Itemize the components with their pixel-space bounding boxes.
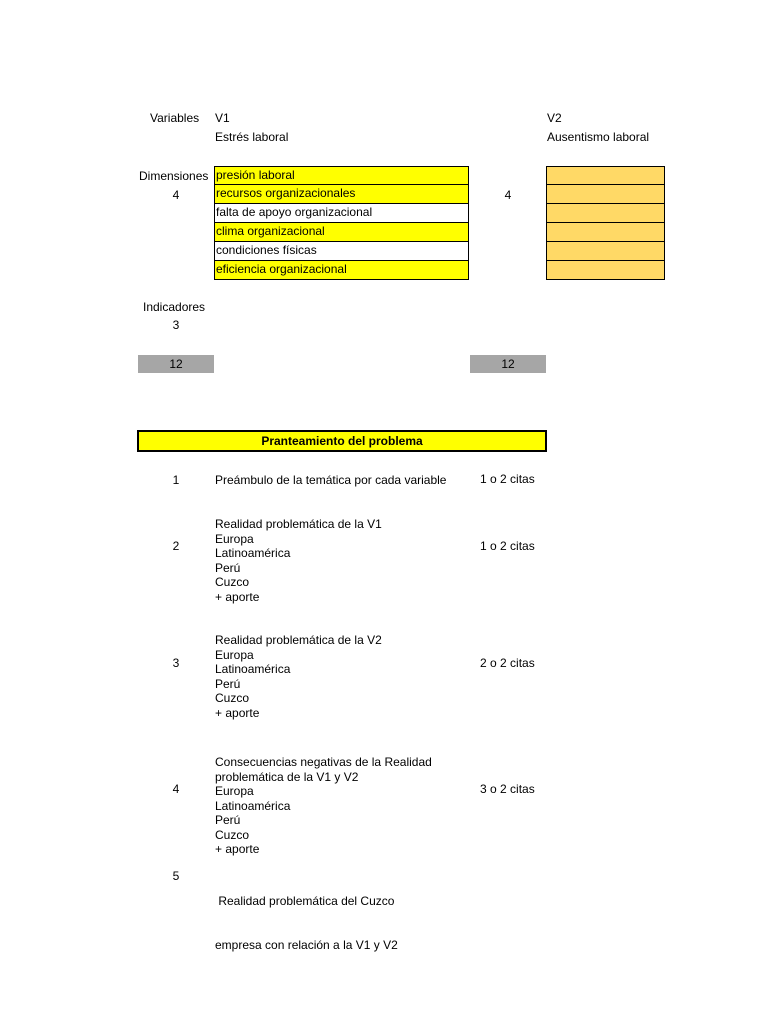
indicators-count: 3	[172, 318, 180, 332]
dimension-cell[interactable]: eficiencia organizacional	[214, 261, 469, 280]
v1-dimensions-count: 4	[172, 188, 180, 202]
problem-row-number: 5	[172, 869, 180, 883]
dimension-cell[interactable]: clima organizacional	[214, 223, 469, 242]
v2-indicators-total[interactable]: 12	[470, 355, 546, 373]
dimension-cell[interactable]: recursos organizacionales	[214, 185, 469, 204]
problem-row-number: 2	[172, 539, 180, 553]
problem-row-number: 1	[172, 473, 180, 487]
problem-row-description: Realidad problemática de la V1 Europa Latinoamérica Perú Cuzco + aporte	[215, 517, 382, 604]
problem-row-description: Preámbulo de la temática por cada variable	[215, 473, 447, 487]
problem-row-description: Realidad problemática del Cuzco empresa con relación a la V1 y V2	[215, 894, 398, 952]
problem-row-citas: 1 o 2 citas	[480, 472, 535, 486]
v2-dimension-cell[interactable]	[546, 185, 665, 204]
dimension-cell[interactable]: falta de apoyo organizacional	[214, 204, 469, 223]
v2-dimension-cell[interactable]	[546, 261, 665, 280]
v2-dimension-cell[interactable]	[546, 223, 665, 242]
v2-dimension-cell[interactable]	[546, 242, 665, 261]
problem-row-citas: 3 o 2 citas	[480, 782, 535, 796]
variables-label: Variables	[150, 111, 200, 125]
problem-row-number: 4	[172, 782, 180, 796]
v2-code: V2	[547, 111, 562, 125]
v2-dimensions-count: 4	[504, 188, 512, 202]
dimensions-label: Dimensiones	[139, 169, 209, 183]
v1-dimensions-table	[214, 166, 469, 280]
problem-row-description: Realidad problemática de la V2 Europa Latinoamérica Perú Cuzco + aporte	[215, 633, 382, 720]
problem-row-number: 3	[172, 656, 180, 670]
v1-name: Estrés laboral	[215, 130, 289, 144]
v1-code: V1	[215, 111, 230, 125]
dimension-cell[interactable]: condiciones físicas	[214, 242, 469, 261]
v1-indicators-total[interactable]: 12	[138, 355, 214, 373]
problem-row-citas: 2 o 2 citas	[480, 656, 535, 670]
indicators-label: Indicadores	[143, 300, 206, 314]
dimension-cell[interactable]: presión laboral	[214, 166, 469, 185]
v2-name: Ausentismo laboral	[547, 130, 650, 144]
problem-title: Pranteamiento del problema	[137, 430, 547, 452]
problem-row-description: Consecuencias negativas de la Realidad problemática de la V1 y V2 Europa Latinoamérica Perú Cuzco + aporte	[215, 755, 432, 856]
problem-row-citas: 1 o 2 citas	[480, 539, 535, 553]
v2-dimension-cell[interactable]	[546, 204, 665, 223]
v2-dimension-cell[interactable]	[546, 166, 665, 185]
v2-dimensions-table	[546, 166, 665, 280]
